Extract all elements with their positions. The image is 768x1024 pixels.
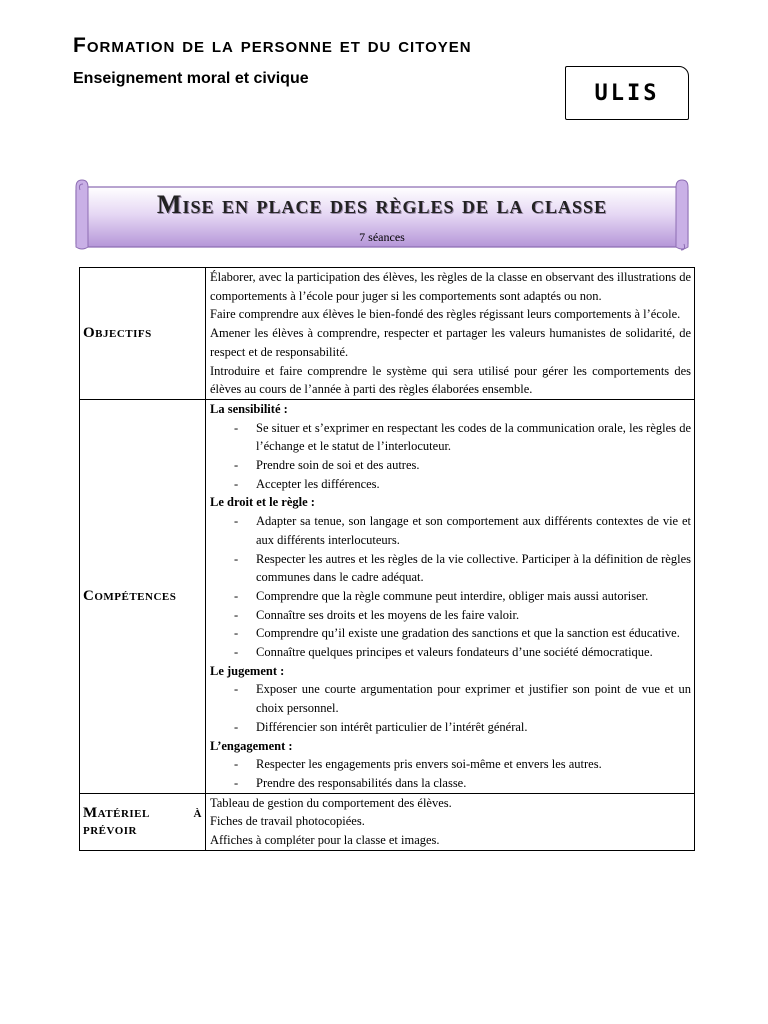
materiel-label-word: Matériel	[83, 804, 150, 821]
objectifs-row	[80, 268, 695, 400]
competence-item: - Connaître quelques principes et valeurs fondateurs d’une société démocratique.	[210, 643, 691, 662]
materiel-line: Tableau de gestion du comportement des élèves.	[210, 795, 452, 810]
section-heading: Le jugement :	[210, 663, 285, 678]
objectifs-label: Objectifs	[80, 268, 206, 400]
competence-item: - Exposer une courte argumentation pour exprimer et justifier son point de vue et un choix personnel.	[210, 680, 691, 717]
section-heading: La sensibilité :	[210, 401, 288, 416]
materiel-content	[206, 793, 695, 850]
session-count: 7 séances	[359, 230, 405, 244]
materiel-line: Affiches à compléter pour la classe et images.	[210, 833, 440, 848]
objectifs-content	[206, 268, 695, 400]
materiel-label-word: à	[193, 804, 202, 821]
competence-item: - Connaître ses droits et les moyens de les faire valoir.	[210, 606, 691, 625]
objectif-paragraph: Amener les élèves à comprendre, respecter et partager les valeurs humanistes de solidarité, de respect et de responsabilité.	[210, 326, 691, 359]
competence-item: - Se situer et s’exprimer en respectant les codes de la communication orale, les règles de l’échange et le statut de l’interlocuteur.	[210, 419, 691, 456]
competence-item: - Prendre des responsabilités dans la classe.	[210, 774, 691, 793]
page-title: Formation de la personne et du citoyen	[73, 34, 472, 57]
competence-item: - Comprendre que la règle commune peut interdire, obliger mais aussi autoriser.	[210, 587, 691, 606]
competence-item: - Comprendre qu’il existe une gradation des sanctions et que la sanction est éducative.	[210, 624, 691, 643]
lesson-plan-table	[79, 267, 695, 851]
competence-item: - Différencier son intérêt particulier de l’intérêt général.	[210, 718, 691, 737]
materiel-label-word: prévoir	[83, 821, 138, 838]
materiel-line: Fiches de travail photocopiées.	[210, 814, 365, 829]
competences-row	[80, 399, 695, 793]
competence-list	[210, 512, 691, 662]
objectif-paragraph: Élaborer, avec la participation des élèves, les règles de la classe en observant des illustrations de comportements à l’école pour juger si les comportements sont adaptés ou non.	[210, 270, 691, 303]
section-heading: L’engagement :	[210, 738, 293, 753]
competence-item: - Respecter les engagements pris envers soi-même et envers les autres.	[210, 755, 691, 774]
title-banner	[70, 178, 694, 251]
materiel-label	[80, 793, 206, 850]
competence-item: - Accepter les différences.	[210, 475, 691, 494]
ulis-badge: ULIS	[565, 66, 689, 120]
section-heading: Le droit et le règle :	[210, 495, 315, 510]
competence-item: - Adapter sa tenue, son langage et son comportement aux différents contextes de vie et aux différents interlocuteurs.	[210, 512, 691, 549]
objectif-paragraph: Introduire et faire comprendre le système qui sera utilisé pour gérer les comportements des élèves au cours de l’année à parti des règles élaborées ensemble.	[210, 363, 691, 397]
competence-list	[210, 419, 691, 494]
lesson-title: Mise en place des règles de la classe	[156, 190, 608, 219]
page-subtitle: Enseignement moral et civique	[73, 70, 309, 87]
competences-label: Compétences	[80, 399, 206, 793]
competence-item: - Prendre soin de soi et des autres.	[210, 456, 691, 475]
competence-item: - Respecter les autres et les règles de la vie collective. Participer à la définition de règles communes dans le cadre adéquat.	[210, 550, 691, 587]
objectif-paragraph: Faire comprendre aux élèves le bien-fondé des règles régissant leurs comportements à l’école.	[210, 307, 681, 322]
competences-content	[206, 399, 695, 793]
competence-list	[210, 680, 691, 736]
materiel-row	[80, 793, 695, 850]
competence-list	[210, 755, 691, 792]
